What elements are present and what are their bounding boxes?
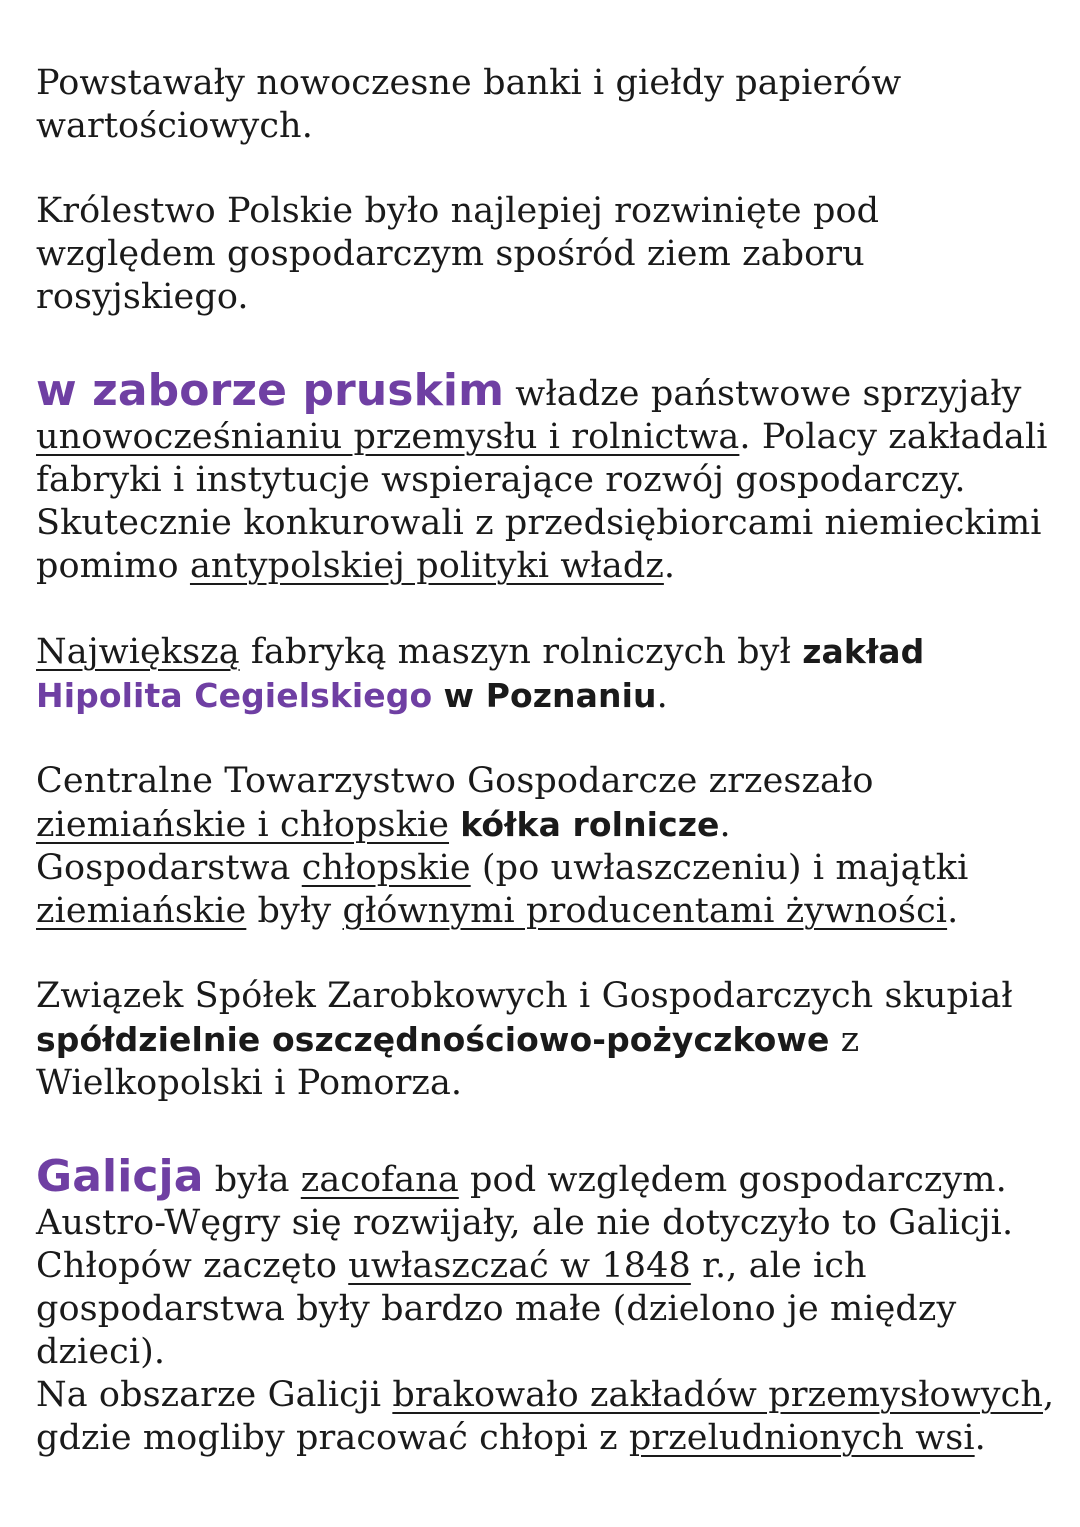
underlined-text: ziemiańskie i chłopskie xyxy=(36,805,450,845)
text: . xyxy=(656,676,668,716)
underlined-text: zacofana xyxy=(300,1160,459,1200)
underlined-text: Największą xyxy=(36,632,240,672)
text xyxy=(432,676,443,716)
highlight-name: Hipolita Cegielskiego xyxy=(36,676,433,715)
text: Na obszarze Galicji xyxy=(36,1375,393,1415)
paragraph-food-producers xyxy=(36,847,996,933)
bold-text: w Poznaniu xyxy=(443,676,657,715)
text: Powstawały nowoczesne banki i giełdy papierów wartościowych. xyxy=(36,63,902,146)
text: Związek Spółek Zarobkowych i Gospodarczych skupiał xyxy=(36,976,1013,1016)
text: Centralne Towarzystwo Gospodarcze zrzeszało xyxy=(36,761,874,801)
text: . xyxy=(947,891,959,931)
text: z Wielkopolski i Pomorza. xyxy=(36,1020,860,1103)
bold-text: spółdzielnie oszczędnościowo-pożyczkowe xyxy=(36,1020,830,1059)
paragraph-galicia xyxy=(36,1151,1056,1374)
text: fabryką maszyn rolniczych był xyxy=(239,632,803,672)
paragraph-central-society xyxy=(36,760,876,847)
underlined-text: chłopskie xyxy=(301,848,471,888)
paragraph-galicia-industry xyxy=(36,1374,1056,1460)
paragraph-cegielski xyxy=(36,630,936,718)
paragraph-banks xyxy=(36,62,936,148)
heading-prussian-partition: w zaborze pruskim xyxy=(36,365,505,416)
text: była xyxy=(203,1160,301,1200)
paragraph-prussian-partition xyxy=(36,365,1056,588)
text: były xyxy=(246,891,343,931)
text: Królestwo Polskie było najlepiej rozwinięte pod względem gospodarczym spośród ziem zaboru rosyjskiego. xyxy=(36,191,880,317)
underlined-text: brakowało zakładów przemysłowych xyxy=(392,1375,1044,1415)
text: , gdzie mogliby pracować chłopi z xyxy=(36,1375,1055,1458)
underlined-text: unowocześnianiu przemysłu i rolnictwa xyxy=(36,417,740,457)
text: Gospodarstwa xyxy=(36,848,302,888)
text: . xyxy=(974,1418,986,1458)
text: władze państwowe sprzyjały xyxy=(504,374,1022,414)
underlined-text: ziemiańskie xyxy=(36,891,247,931)
text: . xyxy=(663,546,676,586)
underlined-text: uwłaszczać w 1848 xyxy=(348,1246,691,1286)
bold-text: zakład xyxy=(802,632,925,671)
underlined-text: głównymi producentami żywności xyxy=(342,891,948,931)
underlined-text: antypolskiej polityki władz xyxy=(189,546,664,586)
paragraph-cooperatives xyxy=(36,975,1021,1105)
text: pod względem gospodarczym. Austro-Węgry się rozwijały, ale nie dotyczyło to Galicji. Chłopów zaczęto xyxy=(36,1160,1014,1286)
heading-galicia: Galicja xyxy=(36,1151,204,1202)
text: r., ale ich gospodarstwa były bardzo małe (dzielono je między dzieci). xyxy=(36,1246,957,1372)
underlined-text: przeludnionych wsi xyxy=(628,1418,975,1458)
note-page xyxy=(36,62,1056,1460)
text: (po uwłaszczeniu) i majątki xyxy=(470,848,969,888)
text: . xyxy=(719,805,731,845)
text xyxy=(449,805,460,845)
bold-text: kółka rolnicze xyxy=(460,805,720,844)
text: . Polacy zakładali fabryki i instytucje wspierające rozwój gospodarczy. Skutecznie konkurowali z przedsiębiorcami niemieckimi pomimo xyxy=(36,417,1048,586)
paragraph-kingdom-of-poland xyxy=(36,190,1056,319)
